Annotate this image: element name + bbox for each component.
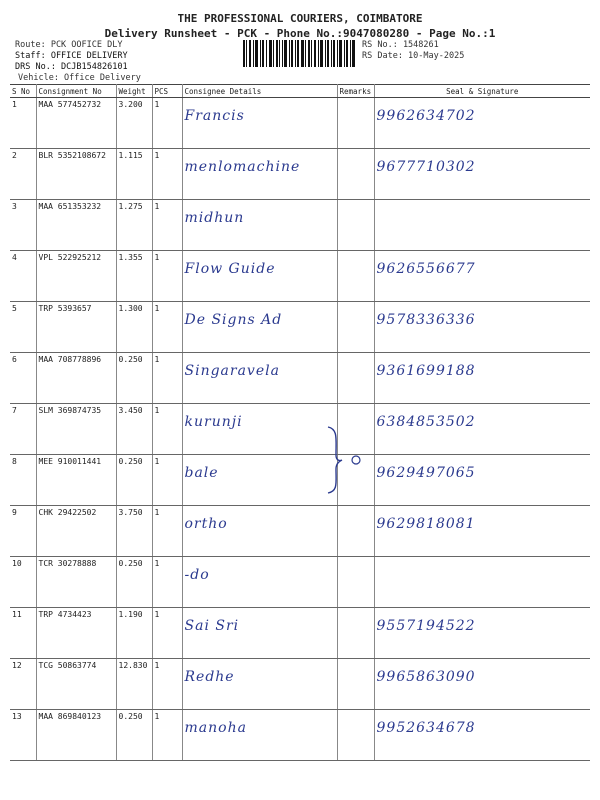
cell-weight: 3.750 (116, 506, 152, 557)
table-row (10, 302, 590, 353)
cell-pcs: 1 (152, 608, 182, 659)
cell-weight: 3.200 (116, 98, 152, 149)
vehicle: Vehicle: Office Delivery (18, 73, 141, 83)
cell-remarks (337, 557, 374, 608)
cell-pcs: 1 (152, 404, 182, 455)
cell-remarks (337, 710, 374, 761)
cell-consignment: MAA 708778896 (36, 353, 116, 404)
grouping-brace (322, 425, 362, 495)
cell-consignee: Singaravela (182, 353, 337, 404)
cell-consignment: MAA 577452732 (36, 98, 116, 149)
table-row (10, 608, 590, 659)
cell-weight: 0.250 (116, 455, 152, 506)
runsheet-subtitle: Delivery Runsheet - PCK - Phone No.:9047080280 - Page No.:1 (104, 27, 496, 40)
cell-remarks (337, 353, 374, 404)
drs-number: DRS No.: DCJB154826101 (15, 62, 128, 72)
cell-remarks (337, 608, 374, 659)
cell-consignee: kurunji (182, 404, 337, 455)
table-row (10, 557, 590, 608)
cell-consignment: CHK 29422502 (36, 506, 116, 557)
col-header-consignee: Consignee Details (182, 85, 337, 98)
table-row (10, 506, 590, 557)
cell-remarks (337, 200, 374, 251)
col-header-remarks: Remarks (337, 85, 374, 98)
cell-consignment: BLR 5352108672 (36, 149, 116, 200)
cell-pcs: 1 (152, 149, 182, 200)
cell-consignee: Redhe (182, 659, 337, 710)
cell-sno: 11 (10, 608, 36, 659)
cell-signature: 9361699188 (374, 353, 590, 404)
cell-remarks (337, 98, 374, 149)
cell-weight: 0.250 (116, 353, 152, 404)
cell-signature (374, 200, 590, 251)
cell-consignee: Sai Sri (182, 608, 337, 659)
cell-pcs: 1 (152, 506, 182, 557)
cell-pcs: 1 (152, 200, 182, 251)
cell-consignee: Francis (182, 98, 337, 149)
col-header-sno: S No (10, 85, 36, 98)
cell-pcs: 1 (152, 353, 182, 404)
table-header-row (10, 85, 590, 98)
cell-sno: 5 (10, 302, 36, 353)
cell-sno: 2 (10, 149, 36, 200)
cell-signature: 9965863090 (374, 659, 590, 710)
cell-signature: 9557194522 (374, 608, 590, 659)
cell-weight: 3.450 (116, 404, 152, 455)
cell-weight: 12.830 (116, 659, 152, 710)
table-row (10, 710, 590, 761)
cell-consignee: De Signs Ad (182, 302, 337, 353)
table-row (10, 98, 590, 149)
table-row (10, 404, 590, 455)
rs-number: RS No.: 1548261 (362, 40, 439, 50)
cell-sno: 12 (10, 659, 36, 710)
cell-weight: 1.275 (116, 200, 152, 251)
cell-consignment: SLM 369874735 (36, 404, 116, 455)
table-row (10, 353, 590, 404)
cell-consignee: bale (182, 455, 337, 506)
cell-sno: 9 (10, 506, 36, 557)
cell-pcs: 1 (152, 251, 182, 302)
cell-sno: 6 (10, 353, 36, 404)
table-row (10, 149, 590, 200)
cell-consignment: MAA 869840123 (36, 710, 116, 761)
cell-sno: 7 (10, 404, 36, 455)
runsheet-meta-left (15, 40, 141, 84)
cell-signature: 9578336336 (374, 302, 590, 353)
cell-signature (374, 557, 590, 608)
cell-pcs: 1 (152, 557, 182, 608)
table-row (10, 200, 590, 251)
col-header-consignment: Consignment No (36, 85, 116, 98)
cell-weight: 1.115 (116, 149, 152, 200)
runsheet-table (10, 84, 590, 761)
cell-sno: 13 (10, 710, 36, 761)
cell-pcs: 1 (152, 302, 182, 353)
staff: Staff: OFFICE DELIVERY (15, 51, 128, 61)
col-header-pcs: PCS (152, 85, 182, 98)
cell-remarks (337, 506, 374, 557)
cell-weight: 1.355 (116, 251, 152, 302)
cell-weight: 1.190 (116, 608, 152, 659)
cell-signature: 9629818081 (374, 506, 590, 557)
cell-consignee: midhun (182, 200, 337, 251)
cell-sno: 1 (10, 98, 36, 149)
cell-consignment: TRP 4734423 (36, 608, 116, 659)
cell-weight: 0.250 (116, 710, 152, 761)
cell-weight: 1.300 (116, 302, 152, 353)
cell-pcs: 1 (152, 710, 182, 761)
runsheet-meta-right (362, 40, 464, 62)
cell-sno: 10 (10, 557, 36, 608)
table-row (10, 251, 590, 302)
cell-remarks (337, 149, 374, 200)
cell-consignment: MEE 910011441 (36, 455, 116, 506)
cell-remarks (337, 302, 374, 353)
cell-consignee: manoha (182, 710, 337, 761)
col-header-weight: Weight (116, 85, 152, 98)
company-title: THE PROFESSIONAL COURIERS, COIMBATORE (177, 12, 423, 25)
col-header-signature: Seal & Signature (374, 85, 590, 98)
cell-remarks (337, 659, 374, 710)
table-row (10, 659, 590, 710)
cell-sno: 3 (10, 200, 36, 251)
cell-pcs: 1 (152, 455, 182, 506)
cell-signature: 9962634702 (374, 98, 590, 149)
cell-signature: 9626556677 (374, 251, 590, 302)
cell-weight: 0.250 (116, 557, 152, 608)
cell-signature: 9629497065 (374, 455, 590, 506)
cell-consignment: TCG 50863774 (36, 659, 116, 710)
cell-signature: 9677710302 (374, 149, 590, 200)
barcode (243, 40, 355, 67)
cell-consignee: menlomachine (182, 149, 337, 200)
cell-remarks (337, 251, 374, 302)
cell-signature: 6384853502 (374, 404, 590, 455)
cell-consignee: ortho (182, 506, 337, 557)
cell-consignment: TCR 30278888 (36, 557, 116, 608)
cell-consignment: VPL 522925212 (36, 251, 116, 302)
cell-signature: 9952634678 (374, 710, 590, 761)
cell-consignee: -do (182, 557, 337, 608)
table-row (10, 455, 590, 506)
cell-consignee: Flow Guide (182, 251, 337, 302)
cell-consignment: MAA 651353232 (36, 200, 116, 251)
cell-pcs: 1 (152, 659, 182, 710)
cell-sno: 8 (10, 455, 36, 506)
cell-pcs: 1 (152, 98, 182, 149)
cell-sno: 4 (10, 251, 36, 302)
route: Route: PCK OOFICE DLY (15, 40, 123, 50)
rs-date: RS Date: 10-May-2025 (362, 51, 465, 61)
cell-consignment: TRP 5393657 (36, 302, 116, 353)
